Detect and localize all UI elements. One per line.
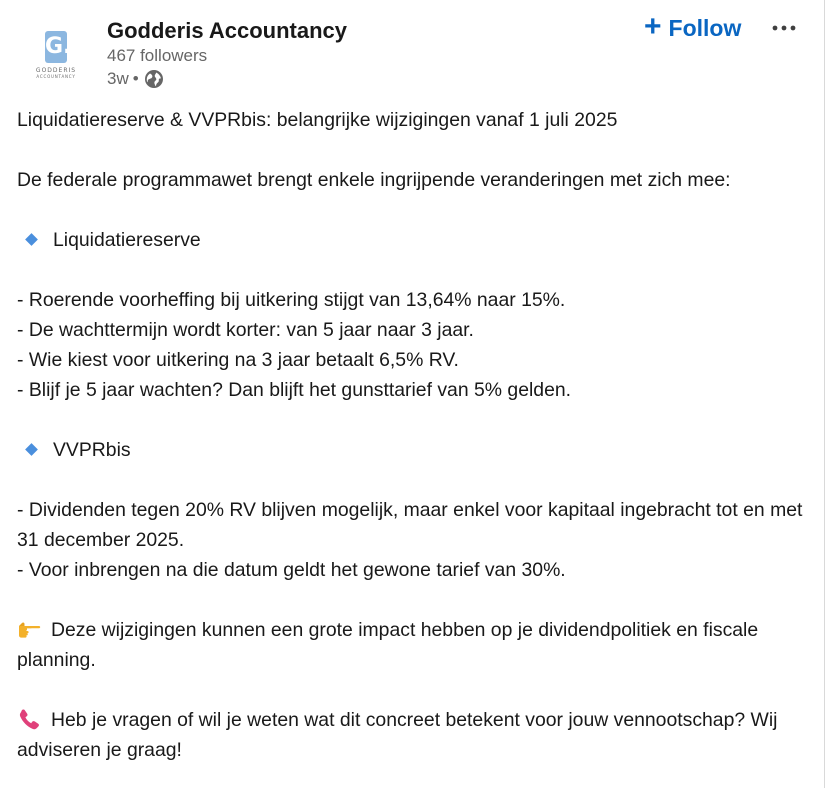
plus-icon: + <box>644 9 662 43</box>
logo-mark: G. <box>45 31 67 63</box>
bullet-line: - Dividenden tegen 20% RV blijven mogelijk, maar enkel voor kapitaal ingebracht tot en met 31 december 2025. <box>17 499 803 551</box>
impact-paragraph <box>17 615 812 675</box>
meta-separator: • <box>132 69 139 88</box>
bullet-line: - Blijf je 5 jaar wachten? Dan blijft het gunsttarief van 5% gelden. <box>17 379 572 401</box>
post-title-line: Liquidatiereserve & VVPRbis: belangrijke wijzigingen vanaf 1 juli 2025 <box>17 109 618 131</box>
company-logo[interactable] <box>16 14 96 94</box>
globe-icon <box>144 69 164 89</box>
blank-line <box>17 135 812 165</box>
pointing-hand-icon <box>17 617 43 641</box>
bullet-line: - De wachttermijn wordt korter: van 5 jaar naar 3 jaar. <box>17 319 474 341</box>
blank-line <box>17 405 812 435</box>
bullet-line: - Wie kiest voor uitkering na 3 jaar betaalt 6,5% RV. <box>17 349 459 371</box>
logo-name: GODDERIS <box>35 67 77 74</box>
blank-line <box>17 675 812 705</box>
bullet-line: - Roerende voorheffing bij uitkering stijgt van 13,64% naar 15%. <box>17 289 566 311</box>
company-name-link[interactable]: Godderis Accountancy <box>107 18 348 43</box>
bullet-line: - Voor inbrengen na die datum geldt het gewone tarief van 30%. <box>17 559 566 581</box>
follow-label: Follow <box>668 14 742 41</box>
blank-line <box>17 195 812 225</box>
contact-paragraph <box>17 705 812 765</box>
blue-diamond-icon <box>25 233 38 246</box>
blank-line <box>17 465 812 495</box>
post-header <box>0 0 825 100</box>
post-meta <box>107 68 164 90</box>
follower-count: 467 followers <box>107 46 208 65</box>
section-heading-label: Liquidatiereserve <box>53 229 201 251</box>
post-intro-line: De federale programmawet brengt enkele ingrijpende veranderingen met zich mee: <box>17 169 731 191</box>
post-age: 3w <box>107 69 129 88</box>
telephone-receiver-icon <box>17 707 43 731</box>
blue-diamond-icon <box>25 443 38 456</box>
blank-line <box>17 255 812 285</box>
blank-line <box>17 585 812 615</box>
contact-text: Heb je vragen of wil je weten wat dit concreet betekent voor jouw vennootschap? Wij adviseren je graag! <box>17 709 778 761</box>
follow-button[interactable] <box>636 10 749 46</box>
section-heading-liquidatiereserve <box>17 225 812 255</box>
impact-text: Deze wijzigingen kunnen een grote impact hebben op je dividendpolitiek en fiscale planning. <box>17 619 759 671</box>
more-horizontal-icon <box>771 19 797 37</box>
more-options-button[interactable] <box>764 10 804 46</box>
post-text <box>17 105 812 765</box>
section-heading-vvprbis <box>17 435 812 465</box>
section-heading-label: VVPRbis <box>53 439 131 461</box>
logo-subtitle: ACCOUNTANCY <box>36 74 76 79</box>
